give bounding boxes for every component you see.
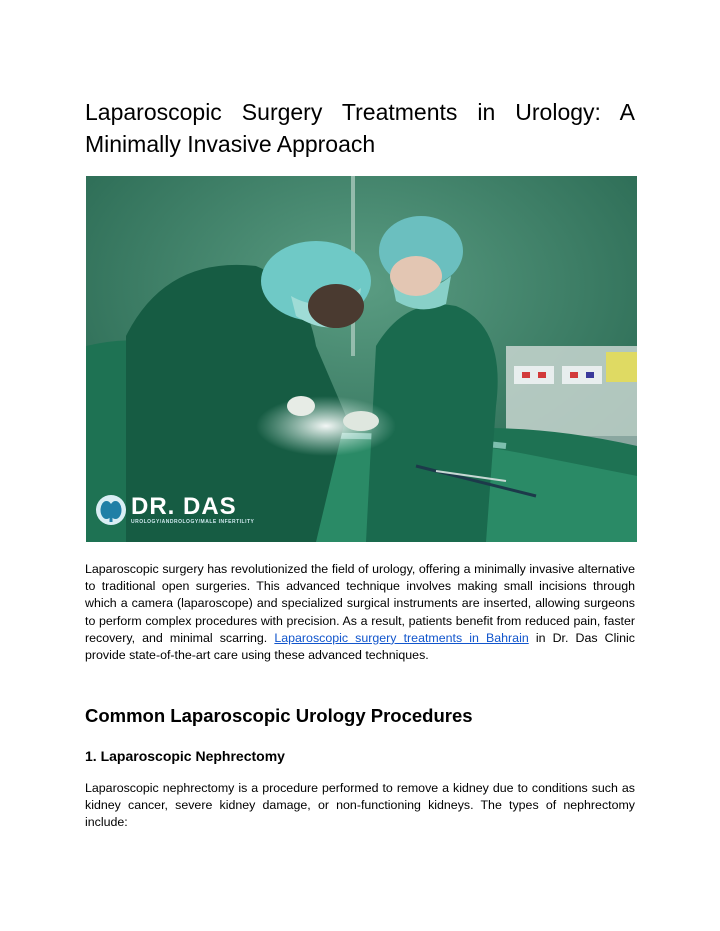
intro-paragraph bbox=[85, 561, 635, 664]
intro-text-before-link: Laparoscopic surgery has revolutionized the field of urology, offering a minimally invasive alternative to traditional open surgeries. This advanced technique involves making small incisions through which a camera (laparoscope) and specialized surgical instruments are inserted, allowing surgeons to perform complex procedures with precision. As a result, patients benefit from reduced pain, faster recovery, and minimal scarring. bbox=[85, 562, 635, 645]
logo-tagline: UROLOGY/ANDROLOGY/MALE INFERTILITY bbox=[131, 518, 255, 525]
section-heading: Common Laparoscopic Urology Procedures bbox=[85, 705, 473, 726]
bahrain-treatments-link[interactable]: Laparoscopic surgery treatments in Bahrain bbox=[274, 630, 529, 645]
surgery-illustration bbox=[86, 176, 637, 542]
nephrectomy-paragraph: Laparoscopic nephrectomy is a procedure performed to remove a kidney due to conditions such as kidney cancer, severe kidney damage, or non-functioning kidneys. The types of nephrectomy include: bbox=[85, 781, 635, 830]
hero-image bbox=[86, 176, 637, 542]
intro-text-after-link: in Dr. Das Clinic provide state-of-the-art care using these advanced techniques. bbox=[85, 630, 635, 663]
clinic-logo bbox=[96, 492, 254, 528]
kidney-icon bbox=[96, 495, 126, 525]
page-title: Laparoscopic Surgery Treatments in Urology: A Minimally Invasive Approach bbox=[85, 99, 635, 157]
logo-name: DR. DAS bbox=[131, 492, 237, 520]
subsection-heading: 1. Laparoscopic Nephrectomy bbox=[85, 748, 285, 764]
